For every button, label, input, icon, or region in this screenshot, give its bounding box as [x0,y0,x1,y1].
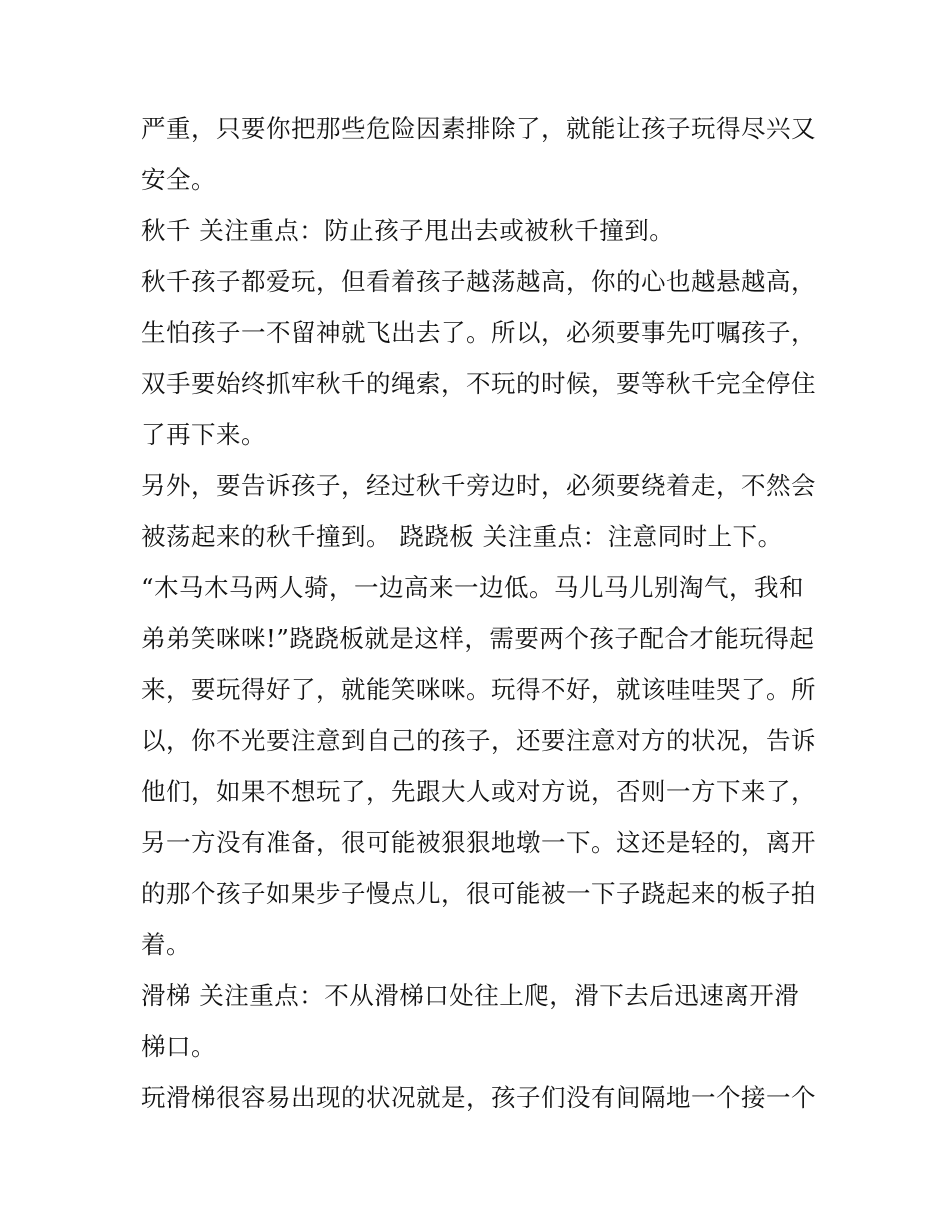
text-line: 安全。 [141,165,216,194]
text-line: 秋千 关注重点：防止孩子甩出去或被秋千撞到。 [141,216,675,245]
text-line: 被荡起来的秋千撞到。 跷跷板 关注重点：注意同时上下。 [141,522,783,551]
text-line: 着。 [141,930,191,959]
text-line: 双手要始终抓牢秋千的绳索，不玩的时候，要等秋千完全停住 [141,369,816,398]
text-line: 另外，要告诉孩子，经过秋千旁边时，必须要绕着走，不然会 [141,471,816,500]
text-line: 另一方没有准备，很可能被狠狠地墩一下。这还是轻的，离开 [141,828,816,857]
text-line: 严重，只要你把那些危险因素排除了，就能让孩子玩得尽兴又 [141,114,816,143]
text-line: 他们，如果不想玩了，先跟大人或对方说，否则一方下来了， [141,777,816,806]
text-line: 了再下来。 [141,420,266,449]
text-line: 以，你不光要注意到自己的孩子，还要注意对方的状况，告诉 [141,726,816,755]
text-line: 秋千孩子都爱玩，但看着孩子越荡越高，你的心也越悬越高， [141,267,816,296]
text-line: “木马木马两人骑，一边高来一边低。马儿马儿别淘气，我和 [141,573,805,602]
text-line: 梯口。 [141,1032,216,1061]
text-line: 来，要玩得好了，就能笑咪咪。玩得不好，就该哇哇哭了。所 [141,675,816,704]
text-line: 的那个孩子如果步子慢点儿，很可能被一下子跷起来的板子拍 [141,879,816,908]
text-line: 生怕孩子一不留神就飞出去了。所以，必须要事先叮嘱孩子， [141,318,816,347]
text-line: 弟弟笑咪咪!”跷跷板就是这样，需要两个孩子配合才能玩得起 [141,624,815,653]
text-line: 玩滑梯很容易出现的状况就是，孩子们没有间隔地一个接一个 [141,1083,816,1112]
text-line: 滑梯 关注重点：不从滑梯口处往上爬，滑下去后迅速离开滑 [141,981,800,1010]
